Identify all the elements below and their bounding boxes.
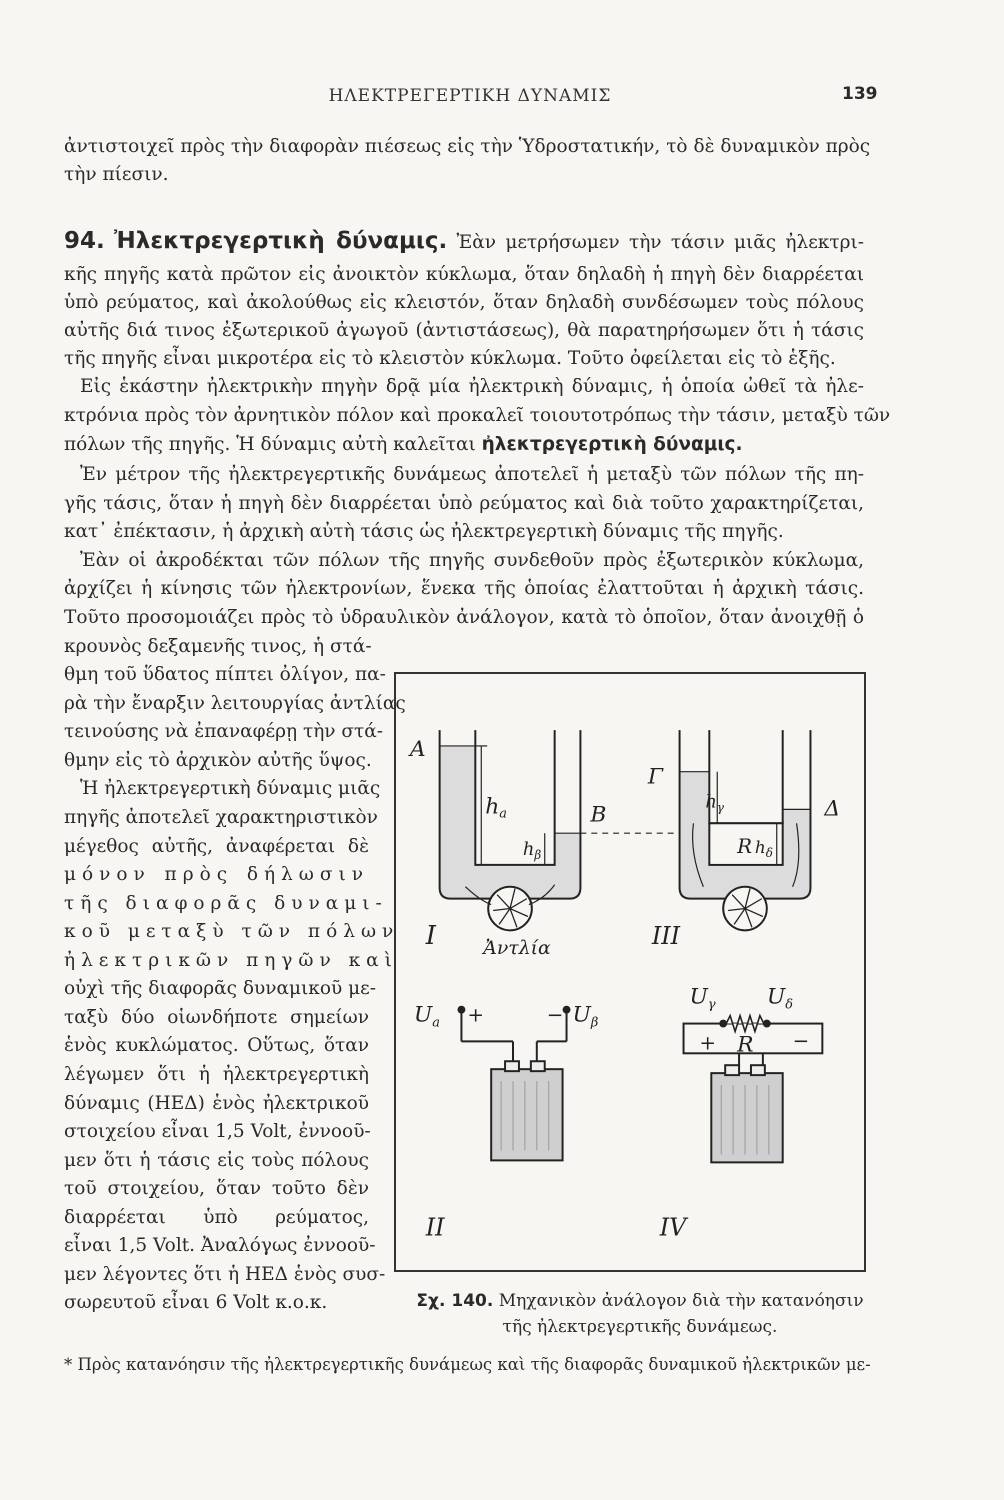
battery-II-pole-plus — [505, 1061, 519, 1071]
battery-IV-pole-minus — [751, 1065, 765, 1075]
section-first-line: Ἐὰν μετρήσωμεν τὴν τάσιν μιᾶς ἠλεκτρι- — [456, 232, 864, 253]
body-line: Εἰς ἑκάστην ἠλεκτρικὴν πηγὴν δρᾷ μία ἠλεκτρικὴ δύναμις, ἡ ὁποία ὠθεῖ τὰ ἠλε- — [80, 376, 864, 397]
figure-caption — [400, 1288, 880, 1340]
label-A: A — [409, 736, 426, 762]
left-column-line: κρουνὸς δεξαμενῆς τινος, ἡ στά- — [64, 636, 372, 657]
body-line: κατ᾽ ἐπέκτασιν, ἡ ἀρχικὴ αὐτὴ τάσις ὡς ἠλεκτρεγερτικὴ δύναμις τῆς πηγῆς. — [64, 521, 784, 542]
label-hb-main: h — [522, 839, 535, 860]
label-hg — [705, 791, 724, 814]
label-II: II — [425, 1213, 445, 1242]
diagram-II — [458, 1007, 569, 1161]
caption-label: Σχ. 140. — [416, 1291, 494, 1311]
left-column-line: λέγωμεν ὅτι ἡ ἠλεκτρεγερτικὴ — [64, 1064, 369, 1085]
label-ha — [485, 794, 507, 821]
left-column-line: οὐχὶ τῆς διαφορᾶς δυναμικοῦ με- — [64, 978, 376, 999]
label-plus-II: + — [467, 1003, 485, 1027]
label-Ud-main: U — [766, 984, 786, 1010]
terminal-Ub — [564, 1007, 570, 1013]
battery-II-pole-minus — [531, 1061, 545, 1071]
caption-text-1: Μηχανικὸν ἀνάλογον διὰ τὴν κατανόησιν — [498, 1291, 864, 1311]
left-column-line: σωρευτοῦ εἶναι 6 Volt κ.ο.κ. — [64, 1292, 328, 1313]
label-Ub — [572, 1003, 598, 1031]
left-column-line: ἑνὸς κυκλώματος. Οὕτως, ὅταν — [64, 1035, 369, 1056]
label-Ua — [414, 1003, 440, 1031]
body-line: γῆς τάσις, ὅταν ἡ πηγὴ δὲν διαρρέεται ὑπὸ ρεύματος καὶ διὰ τοῦτο χαρακτηρίζεται, — [64, 493, 864, 514]
terminal-Ua — [458, 1007, 464, 1013]
caption-line-2: τῆς ἠλεκτρεγερτικῆς δυνάμεως. — [502, 1317, 778, 1337]
body-line: Τοῦτο προσομοιάζει πρὸς τὸ ὑδραυλικὸν ἀνάλογον, κατὰ τὸ ὁποῖον, ὅταν ἀνοιχθῇ ὁ — [64, 607, 864, 628]
label-ha-sub: a — [499, 806, 507, 822]
label-hg-main: h — [705, 791, 717, 813]
label-ha-main: h — [485, 794, 500, 820]
label-B: B — [590, 802, 607, 828]
figure-diagram — [396, 674, 864, 1270]
body-line: τῆς πηγῆς εἶναι μικροτέρα εἰς τὸ κλειστὸν κύκλωμα. Τοῦτο ὀφείλεται εἰς τὸ ἑξῆς. — [64, 348, 836, 369]
label-Ua-sub: a — [432, 1015, 440, 1031]
label-Ug — [689, 985, 715, 1013]
caption-line-1 — [400, 1288, 880, 1314]
label-Gamma: Γ — [647, 764, 663, 790]
label-Ug-sub: γ — [707, 997, 716, 1013]
diagram-III — [680, 730, 811, 930]
label-plus-IV: + — [699, 1031, 717, 1055]
label-minus-II: − — [546, 1003, 564, 1027]
label-R-hydraulic: R — [737, 835, 753, 859]
label-pump: Ἀντλία — [483, 938, 551, 960]
terminal-Ug — [720, 1021, 726, 1027]
label-hg-sub: γ — [716, 800, 724, 815]
figure-140 — [394, 672, 866, 1272]
body-line: Ἐὰν οἱ ἀκροδέκται τῶν πόλων τῆς πηγῆς συνδεθοῦν πρὸς ἐξωτερικὸν κύκλωμα, — [80, 550, 864, 571]
body-line: ὑπὸ ρεύματος, καὶ ἀκολούθως εἰς κλειστόν, ὅταν δηλαδὴ συνδέσωμεν τοὺς πόλους — [64, 292, 864, 313]
left-column-line: πηγῆς ἀποτελεῖ χαρακτηριστικὸν — [64, 807, 378, 828]
left-column-line: μόνον πρὸς δήλωσιν — [64, 864, 369, 885]
label-hb-sub: β — [534, 847, 542, 862]
left-column-line: μεν λέγοντες ὅτι ἡ ΗΕΔ ἑνὸς συσ- — [64, 1264, 386, 1285]
battery-IV-body — [711, 1073, 782, 1162]
emf-line-start: πόλων τῆς πηγῆς. Ἡ δύναμις αὐτὴ καλεῖται — [64, 434, 476, 455]
left-column-line: τεινούσης νὰ ἐπαναφέρῃ τὴν στά- — [64, 721, 384, 742]
left-column-line: στοιχείου εἶναι 1,5 Volt, ἐννοοῦ- — [64, 1121, 371, 1142]
section-title: Ἠλεκτρεγερτικὴ δύναμις. — [114, 228, 448, 254]
body-line: κῆς πηγῆς κατὰ πρῶτον εἰς ἀνοικτὸν κύκλωμα, ὅταν δηλαδὴ ἡ πηγὴ δὲν διαρρέεται — [64, 264, 864, 285]
body-line: Ἐν μέτρον τῆς ἠλεκτρεγερτικῆς δυνάμεως ἀποτελεῖ ἡ μεταξὺ τῶν πόλων τῆς πη- — [80, 464, 864, 485]
label-Ub-main: U — [572, 1002, 591, 1028]
section-heading-line — [64, 228, 864, 256]
label-Delta: Δ — [824, 796, 841, 822]
emf-definition-line — [64, 432, 864, 458]
left-column-line: θμη τοῦ ὕδατος πίπτει ὀλίγον, πα- — [64, 664, 386, 685]
label-I: I — [425, 921, 436, 952]
left-column-line: τοῦ στοιχείου, ὅταν τοῦτο δὲν — [64, 1178, 369, 1199]
label-minus-IV: − — [792, 1029, 810, 1053]
left-column-line: δύναμις (ΗΕΔ) ἑνὸς ἠλεκτρικοῦ — [64, 1093, 369, 1114]
label-IV: IV — [659, 1213, 687, 1242]
left-column-line: ρὰ τὴν ἔναρξιν λειτουργίας ἀντλίας — [64, 693, 406, 714]
water-I — [440, 746, 581, 899]
emf-term: ἠλεκτρεγερτικὴ δύναμις. — [481, 434, 743, 455]
page-number: 139 — [842, 84, 878, 104]
diagram-I — [440, 730, 581, 930]
battery-II-body — [491, 1069, 562, 1160]
left-column-line: ταξὺ δύο οἱωνδήποτε σημείων — [64, 1007, 369, 1028]
label-R-circuit: R — [737, 1032, 754, 1058]
footnote: * Πρὸς κατανόησιν τῆς ἠλεκτρεγερτικῆς δυνάμεως καὶ τῆς διαφορᾶς δυναμικοῦ ἠλεκτρικῶν με- — [64, 1355, 871, 1374]
label-Ug-main: U — [689, 984, 708, 1010]
left-column-line: μέγεθος αὐτῆς, ἀναφέρεται δὲ — [64, 836, 369, 857]
left-column-line: μεν ὅτι ἡ τάσις εἰς τοὺς πόλους — [64, 1150, 369, 1171]
label-Ud-sub: δ — [785, 997, 793, 1013]
label-III: III — [651, 922, 681, 951]
label-Ud — [767, 985, 793, 1013]
left-column-line: ἠλεκτρικῶν πηγῶν καὶ — [64, 950, 398, 971]
battery-IV-pole-plus — [725, 1065, 739, 1075]
label-Ua-main: U — [413, 1002, 433, 1028]
intro-line-2: τὴν πίεσιν. — [64, 164, 169, 185]
terminal-Ud — [764, 1021, 770, 1027]
section-number: 94. — [64, 228, 105, 254]
body-line: κτρόνια πρὸς τὸν ἀρνητικὸν πόλον καὶ προκαλεῖ τοιουτοτρόπως τὴν τάσιν, μεταξὺ τῶν — [64, 405, 891, 426]
body-line: ἀρχίζει ἡ κίνησις τῶν ἠλεκτρονίων, ἕνεκα τῆς ὁποίας ἐλαττοῦται ἡ ἀρχικὴ τάσις. — [64, 578, 864, 599]
label-hd-main: h — [754, 837, 766, 858]
body-line: αὐτῆς διά τινος ἐξωτερικοῦ ἀγωγοῦ (ἀντιστάσεως), θὰ παρατηρήσωμεν ὅτι ἡ τάσις — [64, 320, 864, 341]
left-column-line: θμην εἰς τὸ ἀρχικὸν αὐτῆς ὕψος. — [64, 750, 372, 771]
running-header: ΗΛΕΚΤΡΕΓΕΡΤΙΚΗ ΔΥΝΑΜΙΣ — [328, 86, 612, 106]
label-Ub-sub: β — [590, 1015, 599, 1031]
left-column-line: κοῦ μεταξὺ τῶν πόλων — [64, 921, 400, 942]
label-hb — [523, 839, 541, 862]
left-column-line: τῆς διαφορᾶς δυναμι- — [64, 893, 388, 914]
intro-line-1: ἀντιστοιχεῖ πρὸς τὴν διαφορὰν πιέσεως εἰς τὴν Ὑδροστατικήν, τὸ δὲ δυναμικὸν πρὸς — [64, 136, 871, 157]
left-column-line: διαρρέεται ὑπὸ ρεύματος, — [64, 1207, 369, 1228]
label-hd-sub: δ — [765, 845, 773, 860]
left-column-line: εἶναι 1,5 Volt. Ἀναλόγως ἐννοοῦ- — [64, 1235, 376, 1256]
left-column-line: Ἡ ἠλεκτρεγερτικὴ δύναμις μιᾶς — [80, 778, 381, 799]
